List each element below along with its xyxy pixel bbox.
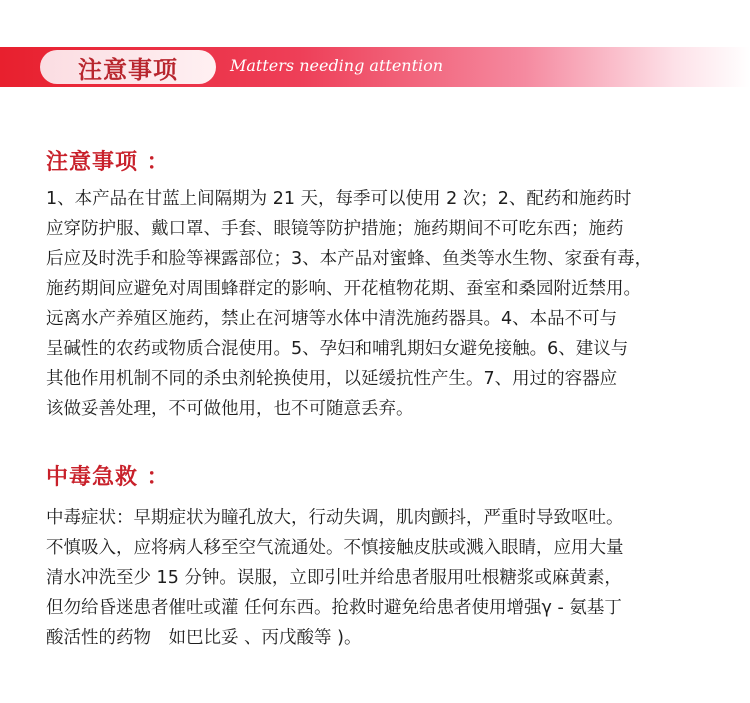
first-aid-text bbox=[46, 503, 726, 653]
first-aid-heading: 中毒急救 ： bbox=[46, 465, 170, 490]
text-line: 但勿给昏迷患者催吐或灌 任何东西。抢救时避免给患者使用增强γ - 氨基丁 bbox=[46, 598, 622, 618]
text-line: 不慎吸入，应将病人移至空气流通处。不慎接触皮肤或溅入眼睛，应用大量 bbox=[46, 538, 624, 558]
banner-subtitle: Matters needing attention bbox=[230, 56, 444, 75]
text-line: 呈碱性的农药或物质合混使用。5、孕妇和哺乳期妇女避免接触。6、建议与 bbox=[46, 339, 629, 359]
text-line: 远离水产养殖区施药，禁止在河塘等水体中清洗施药器具。4、本品不可与 bbox=[46, 309, 618, 329]
text-line: 酸活性的药物 如巴比妥 、丙戊酸等 )。 bbox=[46, 628, 362, 648]
banner-title: 注意事项 bbox=[40, 50, 216, 84]
precautions-heading: 注意事项 ： bbox=[46, 150, 170, 175]
text-line: 后应及时洗手和脸等裸露部位；3、本产品对蜜蜂、鱼类等水生物、家蚕有毒， bbox=[46, 249, 653, 269]
text-line: 1、本产品在甘蓝上间隔期为 21 天，每季可以使用 2 次；2、配药和施药时 bbox=[46, 189, 632, 209]
section-banner bbox=[0, 47, 750, 87]
text-line: 该做妥善处理，不可做他用，也不可随意丢弃。 bbox=[46, 399, 414, 419]
text-line: 施药期间应避免对周围蜂群定的影响、开花植物花期、蚕室和桑园附近禁用。 bbox=[46, 279, 641, 299]
text-line: 其他作用机制不同的杀虫剂轮换使用，以延缓抗性产生。7、用过的容器应 bbox=[46, 369, 618, 389]
text-line: 清水冲洗至少 15 分钟。误服，立即引吐并给患者服用吐根糖浆或麻黄素， bbox=[46, 568, 622, 588]
precautions-text bbox=[46, 184, 726, 424]
text-line: 应穿防护服、戴口罩、手套、眼镜等防护措施；施药期间不可吃东西；施药 bbox=[46, 219, 624, 239]
text-line: 中毒症状：早期症状为瞳孔放大，行动失调，肌肉颤抖，严重时导致呕吐。 bbox=[46, 508, 624, 528]
